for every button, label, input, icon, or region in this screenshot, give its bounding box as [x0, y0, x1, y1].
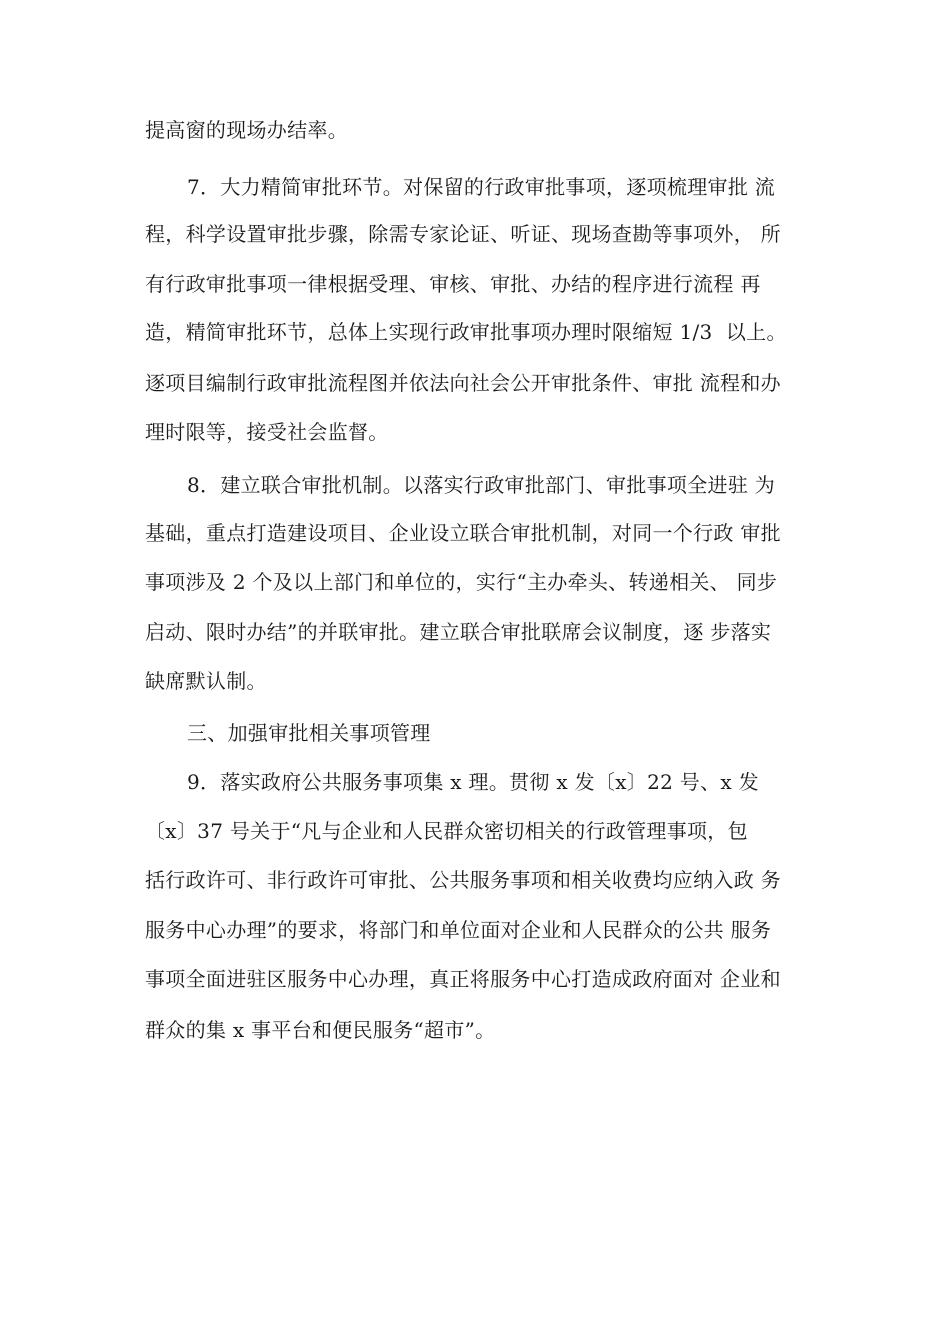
text-line: 〔x〕37 号关于“凡与企业和人民群众密切相关的行政管理事项，包 [145, 819, 748, 843]
text-line: 有行政审批事项一律根据受理、审核、审批、办结的程序进行流程 再 [145, 272, 761, 296]
text-line: 括行政许可、非行政许可审批、公共服务事项和相关收费均应纳入政 务 [145, 868, 781, 892]
paragraph-7-line: 7．大力精简审批环节。对保留的行政审批事项，逐项梳理审批 流 [187, 175, 776, 199]
section-heading: 三、加强审批相关事项管理 [187, 721, 431, 745]
text-line: 造，精简审批环节，总体上实现行政审批事项办理时限缩短 1/3 以上。 [145, 320, 787, 344]
text-line: 服务中心办理”的要求，将部门和单位面对企业和人民群众的公共 服务 [145, 918, 772, 942]
text-line: 事项涉及 2 个及以上部门和单位的，实行“主办牵头、转递相关、 同步 [145, 570, 778, 594]
paragraph-8-line: 8．建立联合审批机制。以落实行政审批部门、审批事项全进驻 为 [187, 473, 776, 497]
text-line: 群众的集 x 事平台和便民服务“超市”。 [145, 1018, 496, 1042]
text-line: 事项全面进驻区服务中心办理，真正将服务中心打造成政府面对 企业和 [145, 967, 781, 991]
text-line: 提高窗的现场办结率。 [145, 118, 348, 142]
text-line: 逐项目编制行政审批流程图并依法向社会公开审批条件、审批 流程和办 [145, 371, 781, 395]
text-line: 理时限等，接受社会监督。 [145, 420, 389, 444]
text-line: 启动、限时办结”的并联审批。建立联合审批联席会议制度，逐 步落实 [145, 620, 772, 644]
text-line: 缺席默认制。 [145, 669, 267, 693]
text-line: 程，科学设置审批步骤，除需专家论证、听证、现场查勘等事项外， 所 [145, 222, 781, 246]
text-line: 基础，重点打造建设项目、企业设立联合审批机制，对同一个行政 审批 [145, 521, 781, 545]
paragraph-9-line: 9．落实政府公共服务事项集 x 理。贯彻 x 发〔x〕22 号、x 发 [187, 770, 759, 794]
